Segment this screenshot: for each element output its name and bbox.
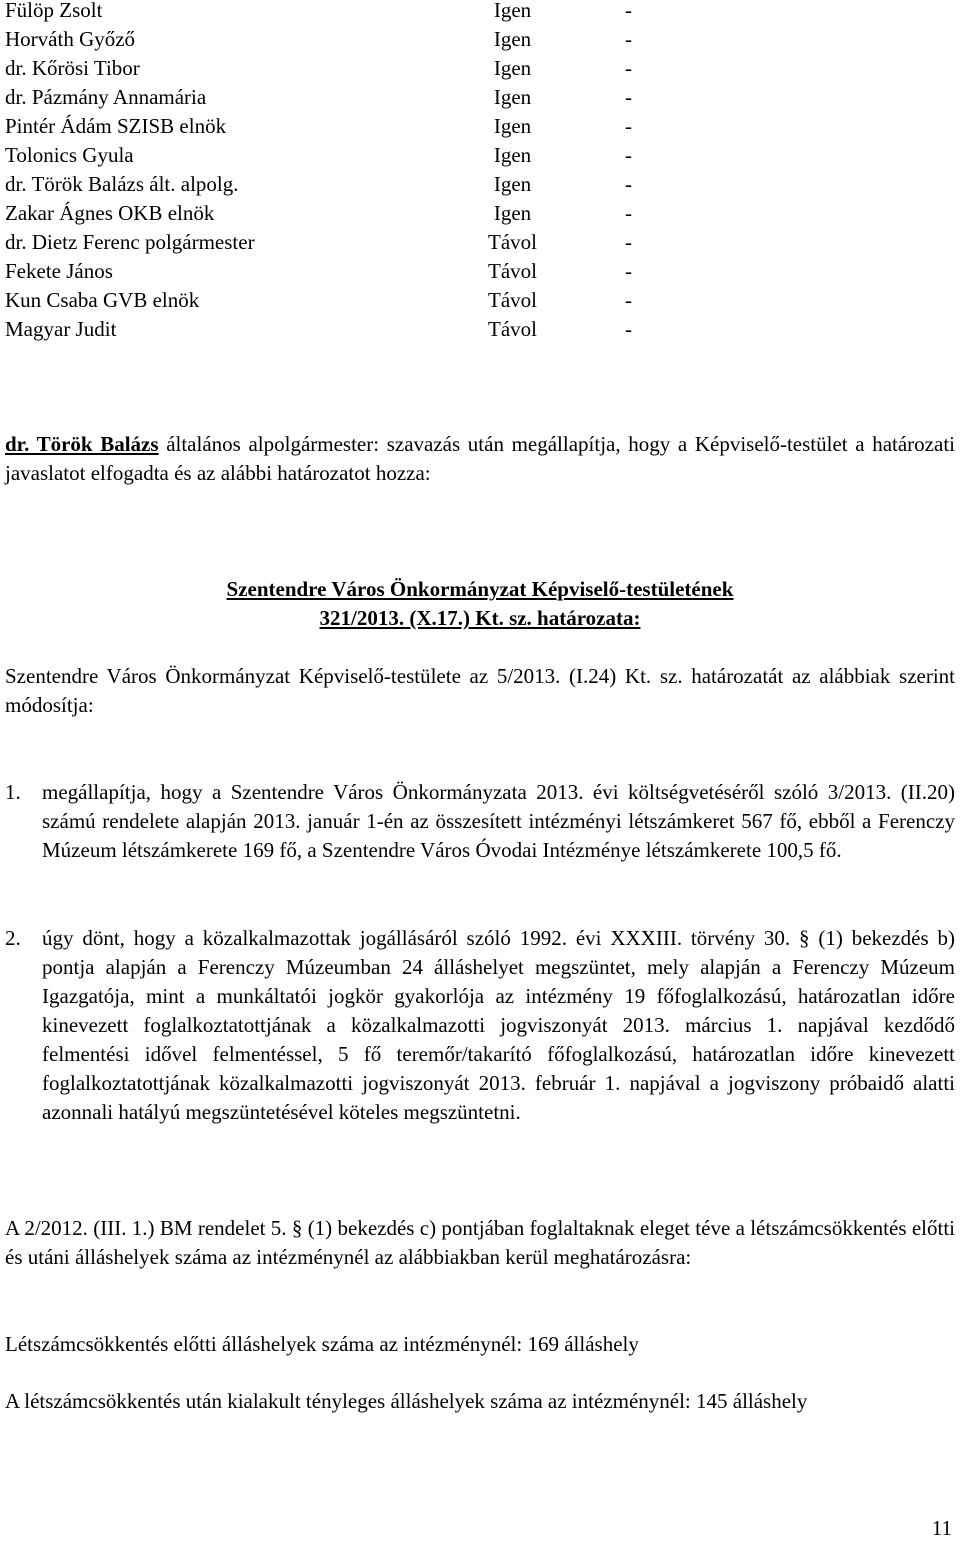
speaker-name: dr. Török Balázs bbox=[5, 432, 159, 456]
vote-row bbox=[5, 315, 645, 344]
vote-value: Igen bbox=[493, 172, 532, 196]
intro-paragraph: Szentendre Város Önkormányzat Képviselő-testülete az 5/2013. (I.24) Kt. sz. határozatát az alábbiak szerint módosítja: bbox=[5, 664, 955, 717]
list-item-text: úgy dönt, hogy a közalkalmazottak jogállásáról szóló 1992. évi XXXIII. törvény 30. § (1) bekezdés b) pontja alapján a Ferenczy Múzeumban 24 álláshelyet megszüntet, mely alapján a Ferenczy Múzeum Igazgatója, mint a munkáltatói jogkör gyakorlója az intézmény 19 főfoglalkozású, határozatlan időre kinevezett foglalkoztatottjának a közalkalmazotti jogviszonyát 2013. március 1. napjával kezdődő felmentési idővel felmentéssel, 5 fő teremőr/takarító főfoglalkozású, határozatlan időre kinevezett foglalkoztatottjának közalkalmazotti jogviszonyát 2013. február 1. napjával a jogviszony próbaidő alatti azonnali hatályú megszüntetésével köteles megszüntetni. bbox=[42, 926, 955, 1124]
list-item-text: megállapítja, hogy a Szentendre Város Önkormányzata 2013. évi költségvetéséről szóló 3/2013. (II.20) számú rendelete alapján 2013. január 1-én az összesített intézményi létszámkeret 567 fő, ebből a Ferenczy Múzeum létszámkerete 169 fő, a Szentendre Város Óvodai Intézménye létszámkerete 100,5 fő. bbox=[42, 780, 955, 862]
list-item bbox=[5, 924, 955, 1127]
vote-dash: - bbox=[625, 259, 632, 283]
vote-dash: - bbox=[625, 85, 632, 109]
vote-name: Horváth Győző bbox=[5, 27, 136, 51]
vote-row bbox=[5, 25, 645, 54]
vote-dash: - bbox=[625, 230, 632, 254]
vote-value: Igen bbox=[493, 201, 532, 225]
vote-table bbox=[5, 0, 645, 344]
vote-row bbox=[5, 112, 645, 141]
vote-value: Igen bbox=[493, 27, 532, 51]
vote-row bbox=[5, 170, 645, 199]
vote-value: Igen bbox=[493, 0, 532, 22]
vote-row bbox=[5, 54, 645, 83]
vote-dash: - bbox=[625, 288, 632, 312]
vote-name: Fülöp Zsolt bbox=[5, 0, 103, 22]
vote-value: Távol bbox=[488, 288, 537, 312]
vote-dash: - bbox=[625, 201, 632, 225]
list-item bbox=[5, 778, 955, 865]
vote-dash: - bbox=[625, 27, 632, 51]
vote-value: Igen bbox=[493, 114, 532, 138]
vote-row bbox=[5, 286, 645, 315]
vote-value: Igen bbox=[493, 85, 532, 109]
vote-row bbox=[5, 83, 645, 112]
vote-dash: - bbox=[625, 56, 632, 80]
resolution-title-line1: Szentendre Város Önkormányzat Képviselő-testületének bbox=[226, 577, 734, 601]
page-number: 11 bbox=[931, 1516, 952, 1540]
after-count-paragraph: A létszámcsökkentés után kialakult tényleges álláshelyek száma az intézménynél: 145 álláshely bbox=[5, 1389, 808, 1413]
before-count-line: Létszámcsökkentés előtti álláshelyek száma az intézménynél: 169 álláshely bbox=[5, 1332, 639, 1356]
vote-row bbox=[5, 141, 645, 170]
resolution-title-line2: 321/2013. (X.17.) Kt. sz. határozata: bbox=[319, 606, 641, 630]
vote-row bbox=[5, 257, 645, 286]
vote-name: Pintér Ádám SZISB elnök bbox=[5, 114, 227, 138]
vote-name: dr. Kőrösi Tibor bbox=[5, 56, 140, 80]
vote-value: Igen bbox=[493, 56, 532, 80]
vote-row bbox=[5, 228, 645, 257]
vote-name: dr. Török Balázs ált. alpolg. bbox=[5, 172, 239, 196]
vote-dash: - bbox=[625, 114, 632, 138]
vote-name: Kun Csaba GVB elnök bbox=[5, 288, 200, 312]
statement-text: általános alpolgármester: szavazás után megállapítja, hogy a Képviselő-testület a határozati javaslatot elfogadta és az alábbi határozatot hozza: bbox=[5, 432, 955, 485]
vote-dash: - bbox=[625, 143, 632, 167]
vote-value: Igen bbox=[493, 143, 532, 167]
vote-dash: - bbox=[625, 172, 632, 196]
vote-name: Magyar Judit bbox=[5, 317, 117, 341]
vote-value: Távol bbox=[488, 230, 537, 254]
vote-name: Zakar Ágnes OKB elnök bbox=[5, 201, 215, 225]
vote-dash: - bbox=[625, 0, 632, 22]
vote-name: dr. Dietz Ferenc polgármester bbox=[5, 230, 255, 254]
vote-row bbox=[5, 199, 645, 228]
vote-value: Távol bbox=[488, 259, 537, 283]
vote-value: Távol bbox=[488, 317, 537, 341]
list-item-number: 1. bbox=[5, 780, 21, 804]
list-item-number: 2. bbox=[5, 926, 21, 950]
statement-paragraph bbox=[5, 430, 955, 488]
vote-name: dr. Pázmány Annamária bbox=[5, 85, 207, 109]
vote-name: Fekete János bbox=[5, 259, 113, 283]
vote-row bbox=[5, 0, 645, 25]
vote-name: Tolonics Gyula bbox=[5, 143, 134, 167]
vote-dash: - bbox=[625, 317, 632, 341]
regulation-paragraph: A 2/2012. (III. 1.) BM rendelet 5. § (1) bekezdés c) pontjában foglaltaknak eleget téve a létszámcsökkentés előtti és utáni álláshelyek száma az intézménynél az alábbiakban kerül meghatározásra: bbox=[5, 1216, 955, 1269]
